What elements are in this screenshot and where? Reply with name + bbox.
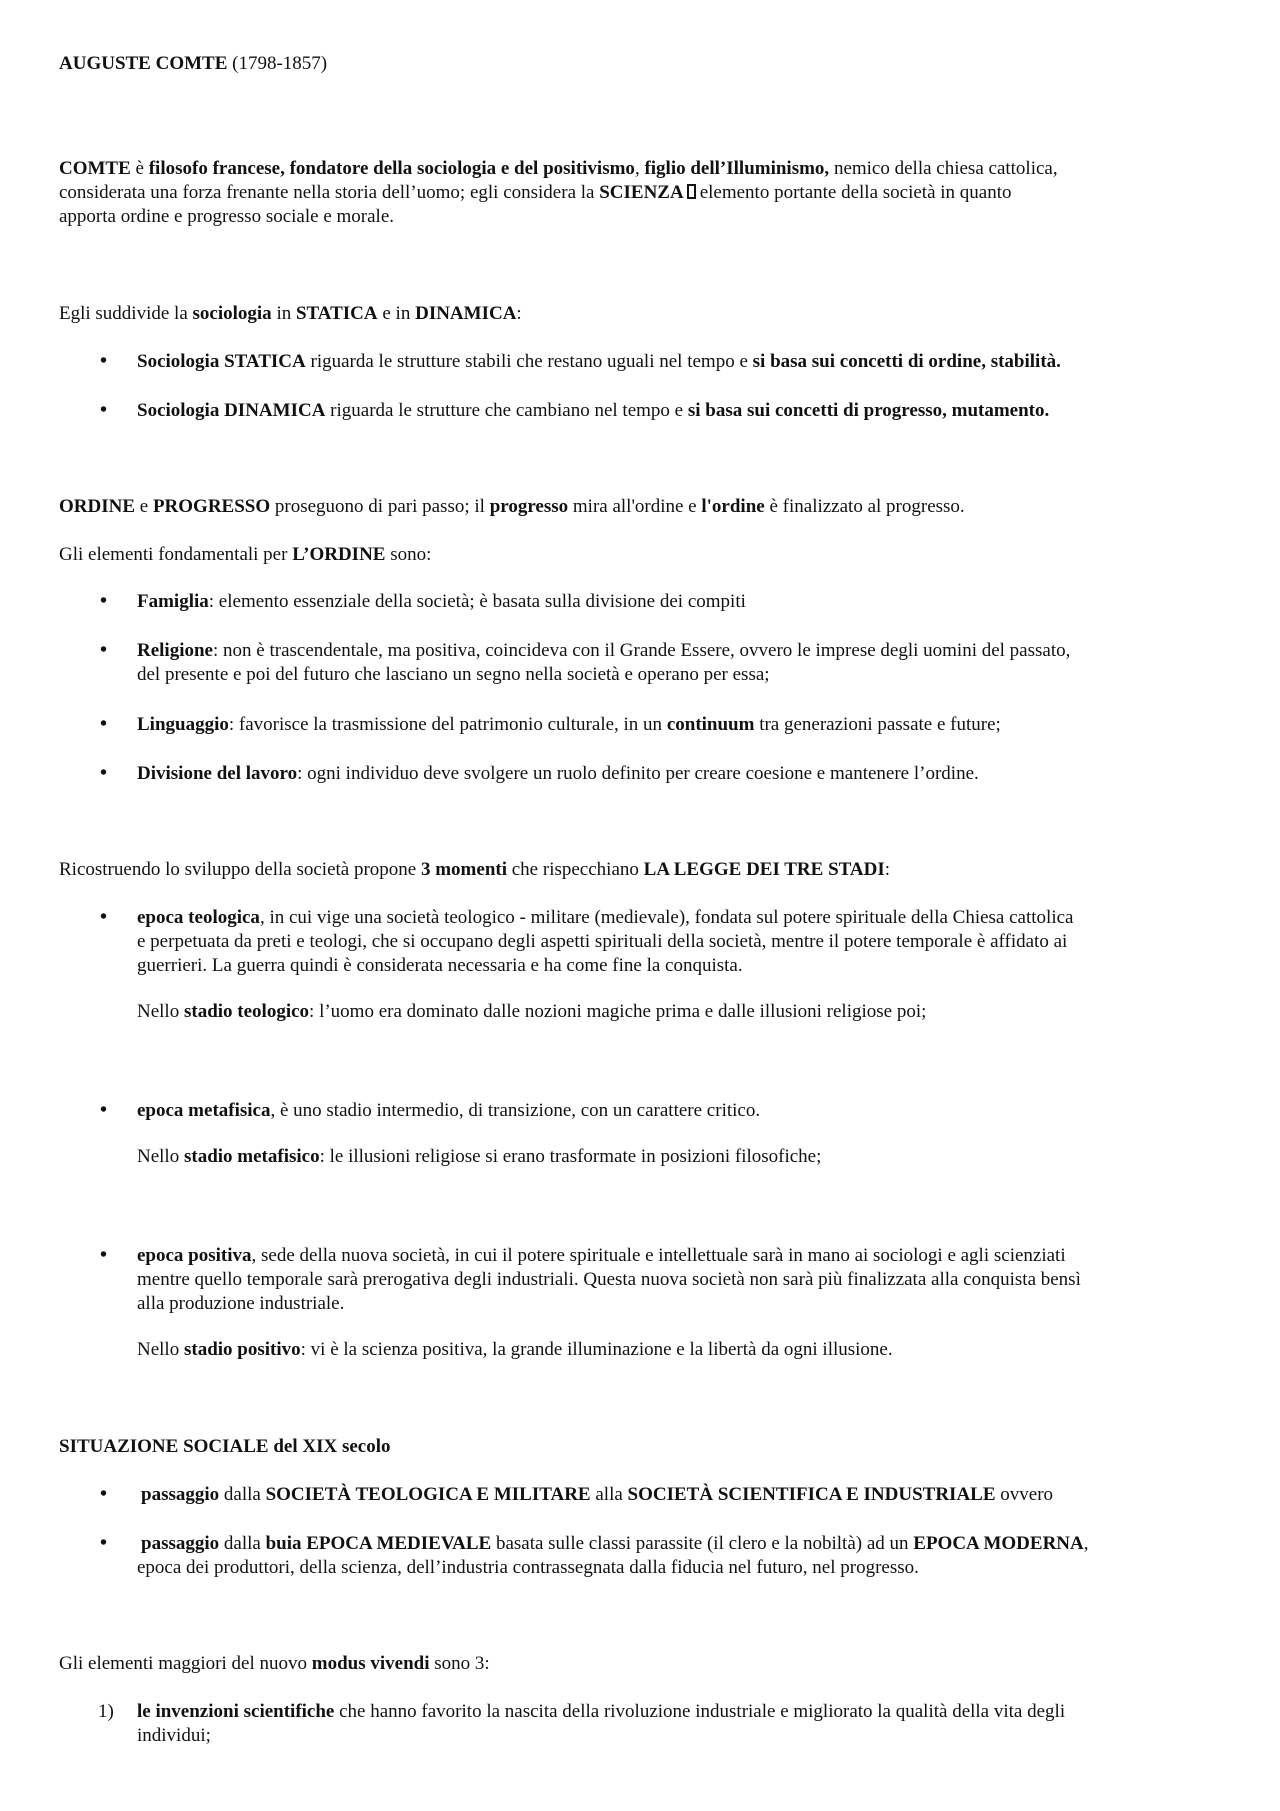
bullet-icon: • [100, 1244, 108, 1266]
bullet-icon: • [100, 590, 108, 612]
bullet-icon: • [100, 713, 108, 735]
list-item-epoca-positiva: epoca positiva, sede della nuova società, in cui il potere spirituale e intellettuale sarà in mano ai sociologi e agli scienziati [137, 1245, 1066, 1266]
intro-line-3: apporta ordine e progresso sociale e morale. [59, 206, 395, 227]
list-item-religione: Religione: non è trascendentale, ma positiva, coincideva con il Grande Essere, ovvero le imprese degli uomini del passato, [137, 640, 1071, 661]
modus-vivendi-intro: Gli elementi maggiori del nuovo modus vivendi sono 3: [59, 1653, 490, 1674]
ordine-progresso: ORDINE e PROGRESSO proseguono di pari passo; il progresso mira all'ordine e l'ordine è finalizzato al progresso. [59, 496, 965, 517]
list-item-passaggio-2: passaggio dalla buia EPOCA MEDIEVALE basata sulle classi parassite (il clero e la nobiltà) ad un EPOCA MODERNA, [141, 1533, 1089, 1554]
list-item-passaggio-1: passaggio dalla SOCIETÀ TEOLOGICA E MILITARE alla SOCIETÀ SCIENTIFICA E INDUSTRIALE ovvero [141, 1484, 1054, 1505]
intro-line-2: considerata una forza frenante nella storia dell’uomo; egli considera la SCIENZA elemento portante della società in quanto [59, 182, 1012, 203]
list-item-invenzioni: le invenzioni scientifiche che hanno favorito la nascita della rivoluzione industriale e migliorato la qualità della vita degli [137, 1701, 1066, 1722]
ordine-elements-intro: Gli elementi fondamentali per L’ORDINE sono: [59, 544, 432, 565]
list-item-epoca-teologica: epoca teologica, in cui vige una società teologico - militare (medievale), fondata sul potere spirituale della Chiesa cattolica [137, 907, 1074, 928]
stadio-metafisico-note: Nello stadio metafisico: le illusioni religiose si erano trasformate in posizioni filosofiche; [137, 1146, 822, 1167]
arrow-symbol-icon [687, 184, 696, 199]
bullet-icon: • [100, 399, 108, 421]
list-item-religione-cont: del presente e poi del futuro che lasciano un segno nella società e operano per essa; [137, 664, 770, 685]
list-item-passaggio-2-cont: epoca dei produttori, della scienza, dell’industria contrassegnata dalla fiducia nel futuro, nel progresso. [137, 1557, 919, 1578]
stadio-teologico-note: Nello stadio teologico: l’uomo era dominato dalle nozioni magiche prima e dalle illusioni religiose poi; [137, 1001, 927, 1022]
epoca-teologica-line-2: e perpetuata da preti e teologi, che si occupano degli aspetti spirituali della società, mentre il potere temporale è affidato ai [137, 931, 1068, 952]
epoca-positiva-line-3: alla produzione industriale. [137, 1293, 345, 1314]
bullet-icon: • [100, 1483, 108, 1505]
list-number: 1) [98, 1701, 114, 1722]
list-item-dinamica: Sociologia DINAMICA riguarda le strutture che cambiano nel tempo e si basa sui concetti di progresso, mutamento. [137, 400, 1050, 421]
list-item-statica: Sociologia STATICA riguarda le strutture stabili che restano uguali nel tempo e si basa sui concetti di ordine, stabilità. [137, 351, 1061, 372]
bullet-icon: • [100, 350, 108, 372]
list-item-famiglia: Famiglia: elemento essenziale della società; è basata sulla divisione dei compiti [137, 591, 746, 612]
stadio-positivo-note: Nello stadio positivo: vi è la scienza positiva, la grande illuminazione e la libertà da ogni illusione. [137, 1339, 893, 1360]
document-title: AUGUSTE COMTE (1798-1857) [59, 53, 328, 74]
list-item-invenzioni-cont: individui; [137, 1725, 211, 1746]
bullet-icon: • [100, 1532, 108, 1554]
bullet-icon: • [100, 906, 108, 928]
list-item-linguaggio: Linguaggio: favorisce la trasmissione del patrimonio culturale, in un continuum tra generazioni passate e future; [137, 714, 1001, 735]
bullet-icon: • [100, 1099, 108, 1121]
list-item-divisione-lavoro: Divisione del lavoro: ogni individuo deve svolgere un ruolo definito per creare coesione e mantenere l’ordine. [137, 763, 979, 784]
stadi-intro: Ricostruendo lo sviluppo della società propone 3 momenti che rispecchiano LA LEGGE DEI TRE STADI: [59, 859, 891, 880]
epoca-positiva-line-2: mentre quello temporale sarà prerogativa degli industriali. Questa nuova società non sarà più finalizzata alla conquista bensì [137, 1269, 1081, 1290]
list-item-epoca-metafisica: epoca metafisica, è uno stadio intermedio, di transizione, con un carattere critico. [137, 1100, 761, 1121]
bullet-icon: • [100, 639, 108, 661]
bullet-icon: • [100, 762, 108, 784]
intro-line-1: COMTE è filosofo francese, fondatore della sociologia e del positivismo, figlio dell’Illuminismo, nemico della chiesa cattolica, [59, 158, 1058, 179]
situazione-title: SITUAZIONE SOCIALE del XIX secolo [59, 1436, 391, 1457]
sociologia-intro: Egli suddivide la sociologia in STATICA e in DINAMICA: [59, 303, 522, 324]
epoca-teologica-line-3: guerrieri. La guerra quindi è considerata necessaria e ha come fine la conquista. [137, 955, 743, 976]
